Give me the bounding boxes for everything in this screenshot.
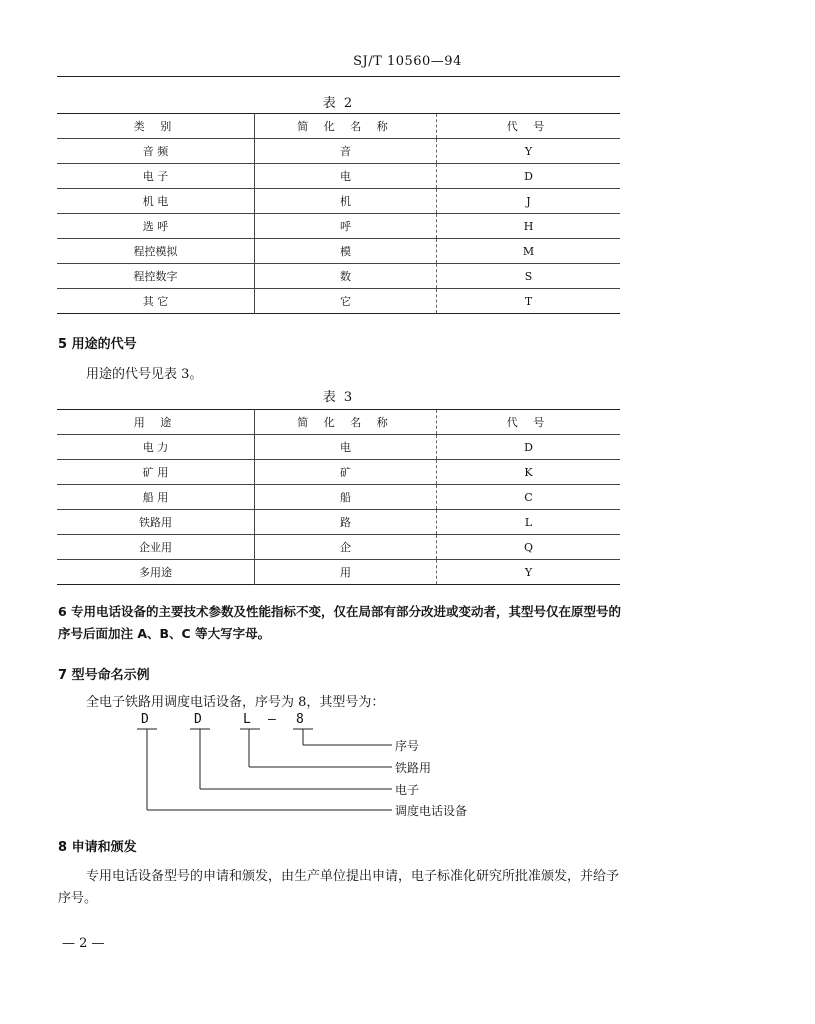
- table-cell: 路: [255, 510, 437, 535]
- table-cell: 它: [255, 289, 437, 314]
- table-cell: 矿: [255, 460, 437, 485]
- code-label-railway: 铁路用: [395, 761, 432, 775]
- section8-text: 专用电话设备型号的申请和颁发，由生产单位提出申请，电子标准化研究所批准颁发，并给予序号。: [58, 869, 620, 906]
- code-char-d1: D: [141, 712, 149, 727]
- table-cell: C: [524, 490, 533, 504]
- table-cell: J: [526, 194, 531, 208]
- code-char-d2: D: [194, 712, 202, 727]
- table-cell: 程控模拟: [57, 239, 255, 264]
- column-header: 简 化 名 称: [255, 114, 437, 139]
- table-cell: Y: [524, 144, 533, 158]
- table2-caption: 表 2: [322, 96, 355, 111]
- table-cell: 选 呼: [57, 214, 255, 239]
- table-cell: 音 频: [57, 139, 255, 164]
- code-char-l: L: [243, 712, 251, 727]
- table-cell: 其 它: [57, 289, 255, 314]
- table-cell: M: [522, 244, 535, 258]
- table-cell: 电: [255, 164, 437, 189]
- section8-heading: 8 申请和颁发: [58, 840, 137, 855]
- section6-text: 6 专用电话设备的主要技术参数及性能指标不变，仅在局部有部分改进或变动者，其型号仅在原型号的序号后面加注 A、B、C 等大写字母。: [58, 604, 622, 641]
- section7-heading: 7 型号命名示例: [58, 668, 150, 683]
- table-cell: 船: [255, 485, 437, 510]
- section5-heading: 5 用途的代号: [58, 337, 137, 352]
- table-cell: 矿 用: [57, 460, 255, 485]
- table-cell: D: [524, 169, 533, 183]
- document-header: SJ/T 10560—94: [353, 54, 462, 69]
- table-cell: 呼: [255, 214, 437, 239]
- table-cell: Y: [524, 565, 533, 579]
- table-cell: 用: [255, 560, 437, 585]
- table-cell: H: [523, 219, 534, 233]
- table-cell: 企: [255, 535, 437, 560]
- column-header: 代 号: [506, 120, 551, 133]
- table-cell: 电: [255, 435, 437, 460]
- section5-text: 用途的代号见表 3。: [86, 367, 203, 382]
- table-cell: 企业用: [57, 535, 255, 560]
- code-label-dispatch: 调度电话设备: [395, 804, 468, 818]
- page-number: — 2 —: [62, 936, 105, 951]
- table-cell: L: [524, 515, 533, 529]
- column-header: 简 化 名 称: [255, 410, 437, 435]
- table-cell: 铁路用: [57, 510, 255, 535]
- column-header: 用 途: [57, 410, 255, 435]
- table-cell: 电 力: [57, 435, 255, 460]
- table-cell: 音: [255, 139, 437, 164]
- table-cell: 多用途: [57, 560, 255, 585]
- column-header: 代 号: [506, 416, 551, 429]
- column-header: 类 别: [57, 114, 255, 139]
- table-cell: D: [524, 440, 533, 454]
- table-cell: K: [524, 465, 533, 479]
- table-cell: 机: [255, 189, 437, 214]
- table3-caption: 表 3: [322, 390, 355, 405]
- table-cell: T: [524, 294, 533, 308]
- table-cell: 模: [255, 239, 437, 264]
- table-cell: 程控数字: [57, 264, 255, 289]
- code-label-electronic: 电子: [395, 783, 420, 797]
- code-char-dash: —: [268, 712, 276, 727]
- section7-intro: 全电子铁路用调度电话设备，序号为 8，其型号为：: [86, 695, 385, 710]
- table-cell: 数: [255, 264, 437, 289]
- code-char-8: 8: [296, 712, 304, 727]
- table-cell: 船 用: [57, 485, 255, 510]
- code-label-serial: 序号: [395, 739, 420, 753]
- table-cell: 机 电: [57, 189, 255, 214]
- table-cell: 电 子: [57, 164, 255, 189]
- table-cell: S: [524, 269, 533, 283]
- table-cell: Q: [523, 540, 534, 554]
